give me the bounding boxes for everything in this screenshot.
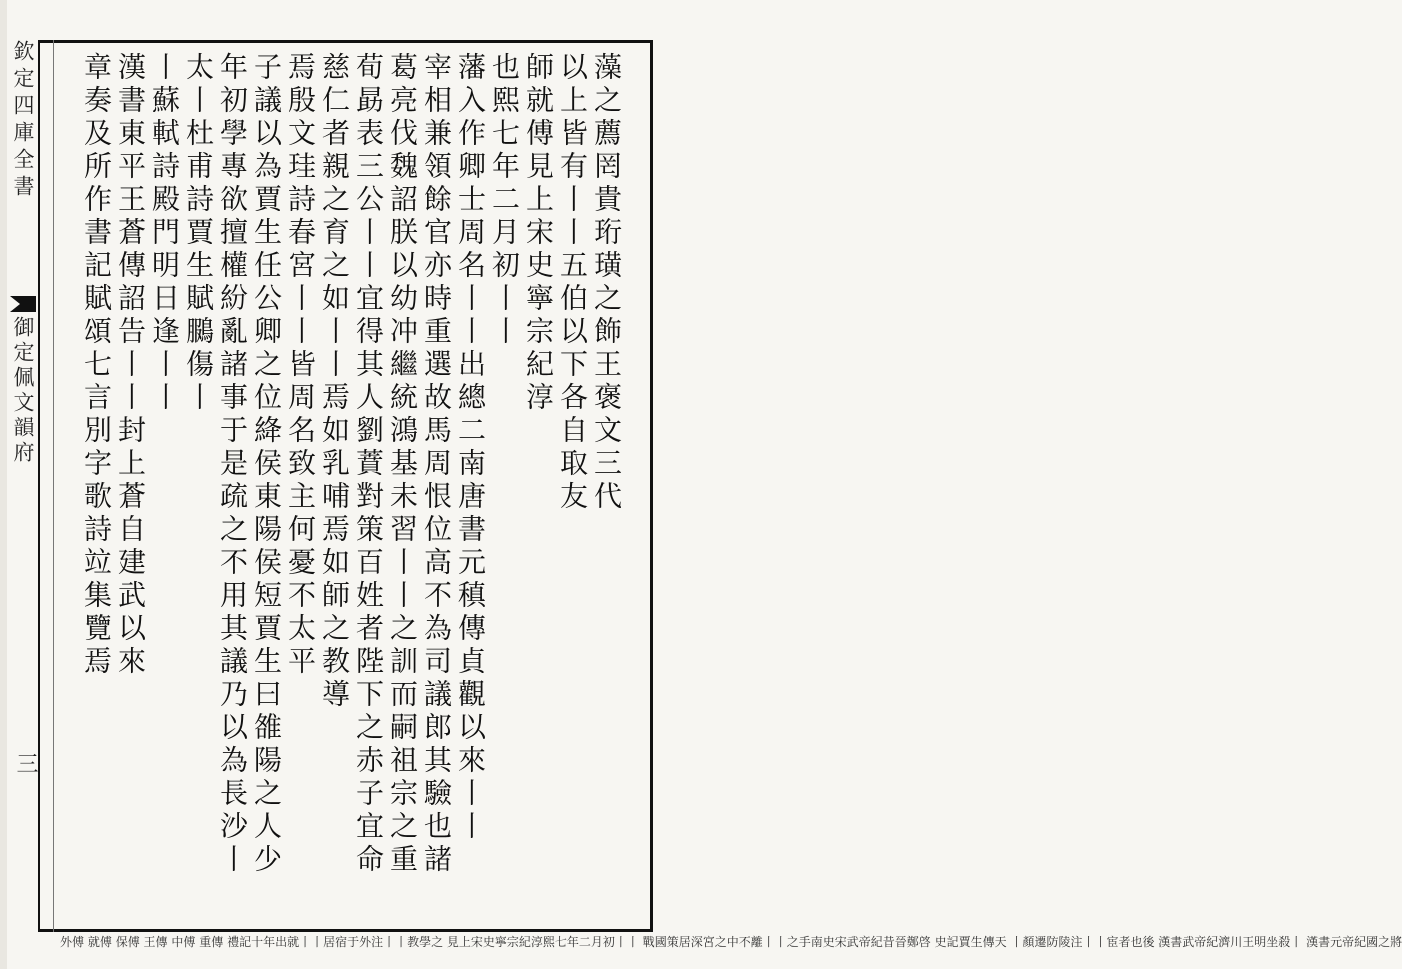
headword-13: 中傅 (171, 935, 196, 949)
text-column-15: 漢書東平王蒼傳詔告丨丨封上蒼自建武以來 (114, 52, 147, 679)
ban-label: 欽定四庫全書 (11, 40, 35, 202)
text-column-4: 也熙七年二月初丨丨 (488, 52, 521, 349)
text-column-9: 慈仁者親之育之如丨丨焉如乳哺焉如師之教導 (318, 52, 351, 712)
note-5: 丨顏遷防陵注丨丨宦者也後 (1010, 935, 1155, 949)
text-column-3: 師就傅見上宋史寧宗紀淳 (522, 52, 555, 415)
text-column-2: 以上皆有丨丨五伯以下各自取友 (556, 52, 589, 514)
text-column-1: 藻之薦罔貴珩璜之飾王褒文三代 (590, 52, 623, 514)
text-column-7: 葛亮伐魏詔朕以幼冲繼統鴻基未習丨丨之訓而嗣祖宗之重 (386, 52, 419, 877)
text-column-8: 荀勗表三公丨丨宜得其人劉蕡對策百姓者陛下之赤子宜命 (352, 52, 385, 877)
headword-15: 重傳 (199, 935, 224, 949)
note-4: 史記賈生傳天 (934, 935, 1007, 949)
headword-1: 外傅 (60, 935, 85, 949)
text-body (0, 0, 688, 969)
text-column-14: 丨蘇軾詩殿門明日逢丨丨 (148, 52, 181, 415)
text-column-10: 焉殷文珪詩春宮丨丨皆周名致主何憂不太平 (284, 52, 317, 679)
text-column-16: 章奏及所作書記賦頌七言別字歌詩竝集覽焉 (80, 52, 113, 679)
headwords-strip (60, 935, 1402, 965)
note-3: 戰國策居深宮之中不離丨丨之手南史宋武帝紀昔晉鄭啓 (642, 935, 931, 949)
note-7: 漢書元帝紀國之將 (1306, 935, 1402, 949)
text-column-12: 年初學專欲擅權紛亂諸事于是疏之不用其議乃以為長沙丨 (216, 52, 249, 877)
text-column-11: 子議以為賈生任公卿之位絳侯東陽侯短賈生曰雒陽之人少 (250, 52, 283, 877)
text-column-5: 藩入作卿士周名丨丨出總二南唐書元稹傳貞觀以來丨丨 (454, 52, 487, 844)
headword-5: 保傅 (115, 935, 140, 949)
book-title: 御定佩文韻府 (11, 316, 35, 466)
note-1: 禮記十年出就丨丨居宿于外注丨丨教學之 (227, 935, 444, 949)
headword-3: 就傅 (87, 935, 112, 949)
headword-10: 王傳 (143, 935, 168, 949)
text-column-6: 宰相兼領餘官亦時重選故馬周恨位高不為司議郎其驗也諸 (420, 52, 453, 877)
note-2: 見上宋史寧宗紀淳熙七年二月初丨丨 (446, 935, 639, 949)
note-6: 漢書武帝紀濟川王明坐殺丨 (1158, 935, 1303, 949)
text-column-13: 太丨杜甫詩賈生賦鵩傷丨 (182, 52, 215, 415)
page-number: 三 (13, 752, 38, 774)
